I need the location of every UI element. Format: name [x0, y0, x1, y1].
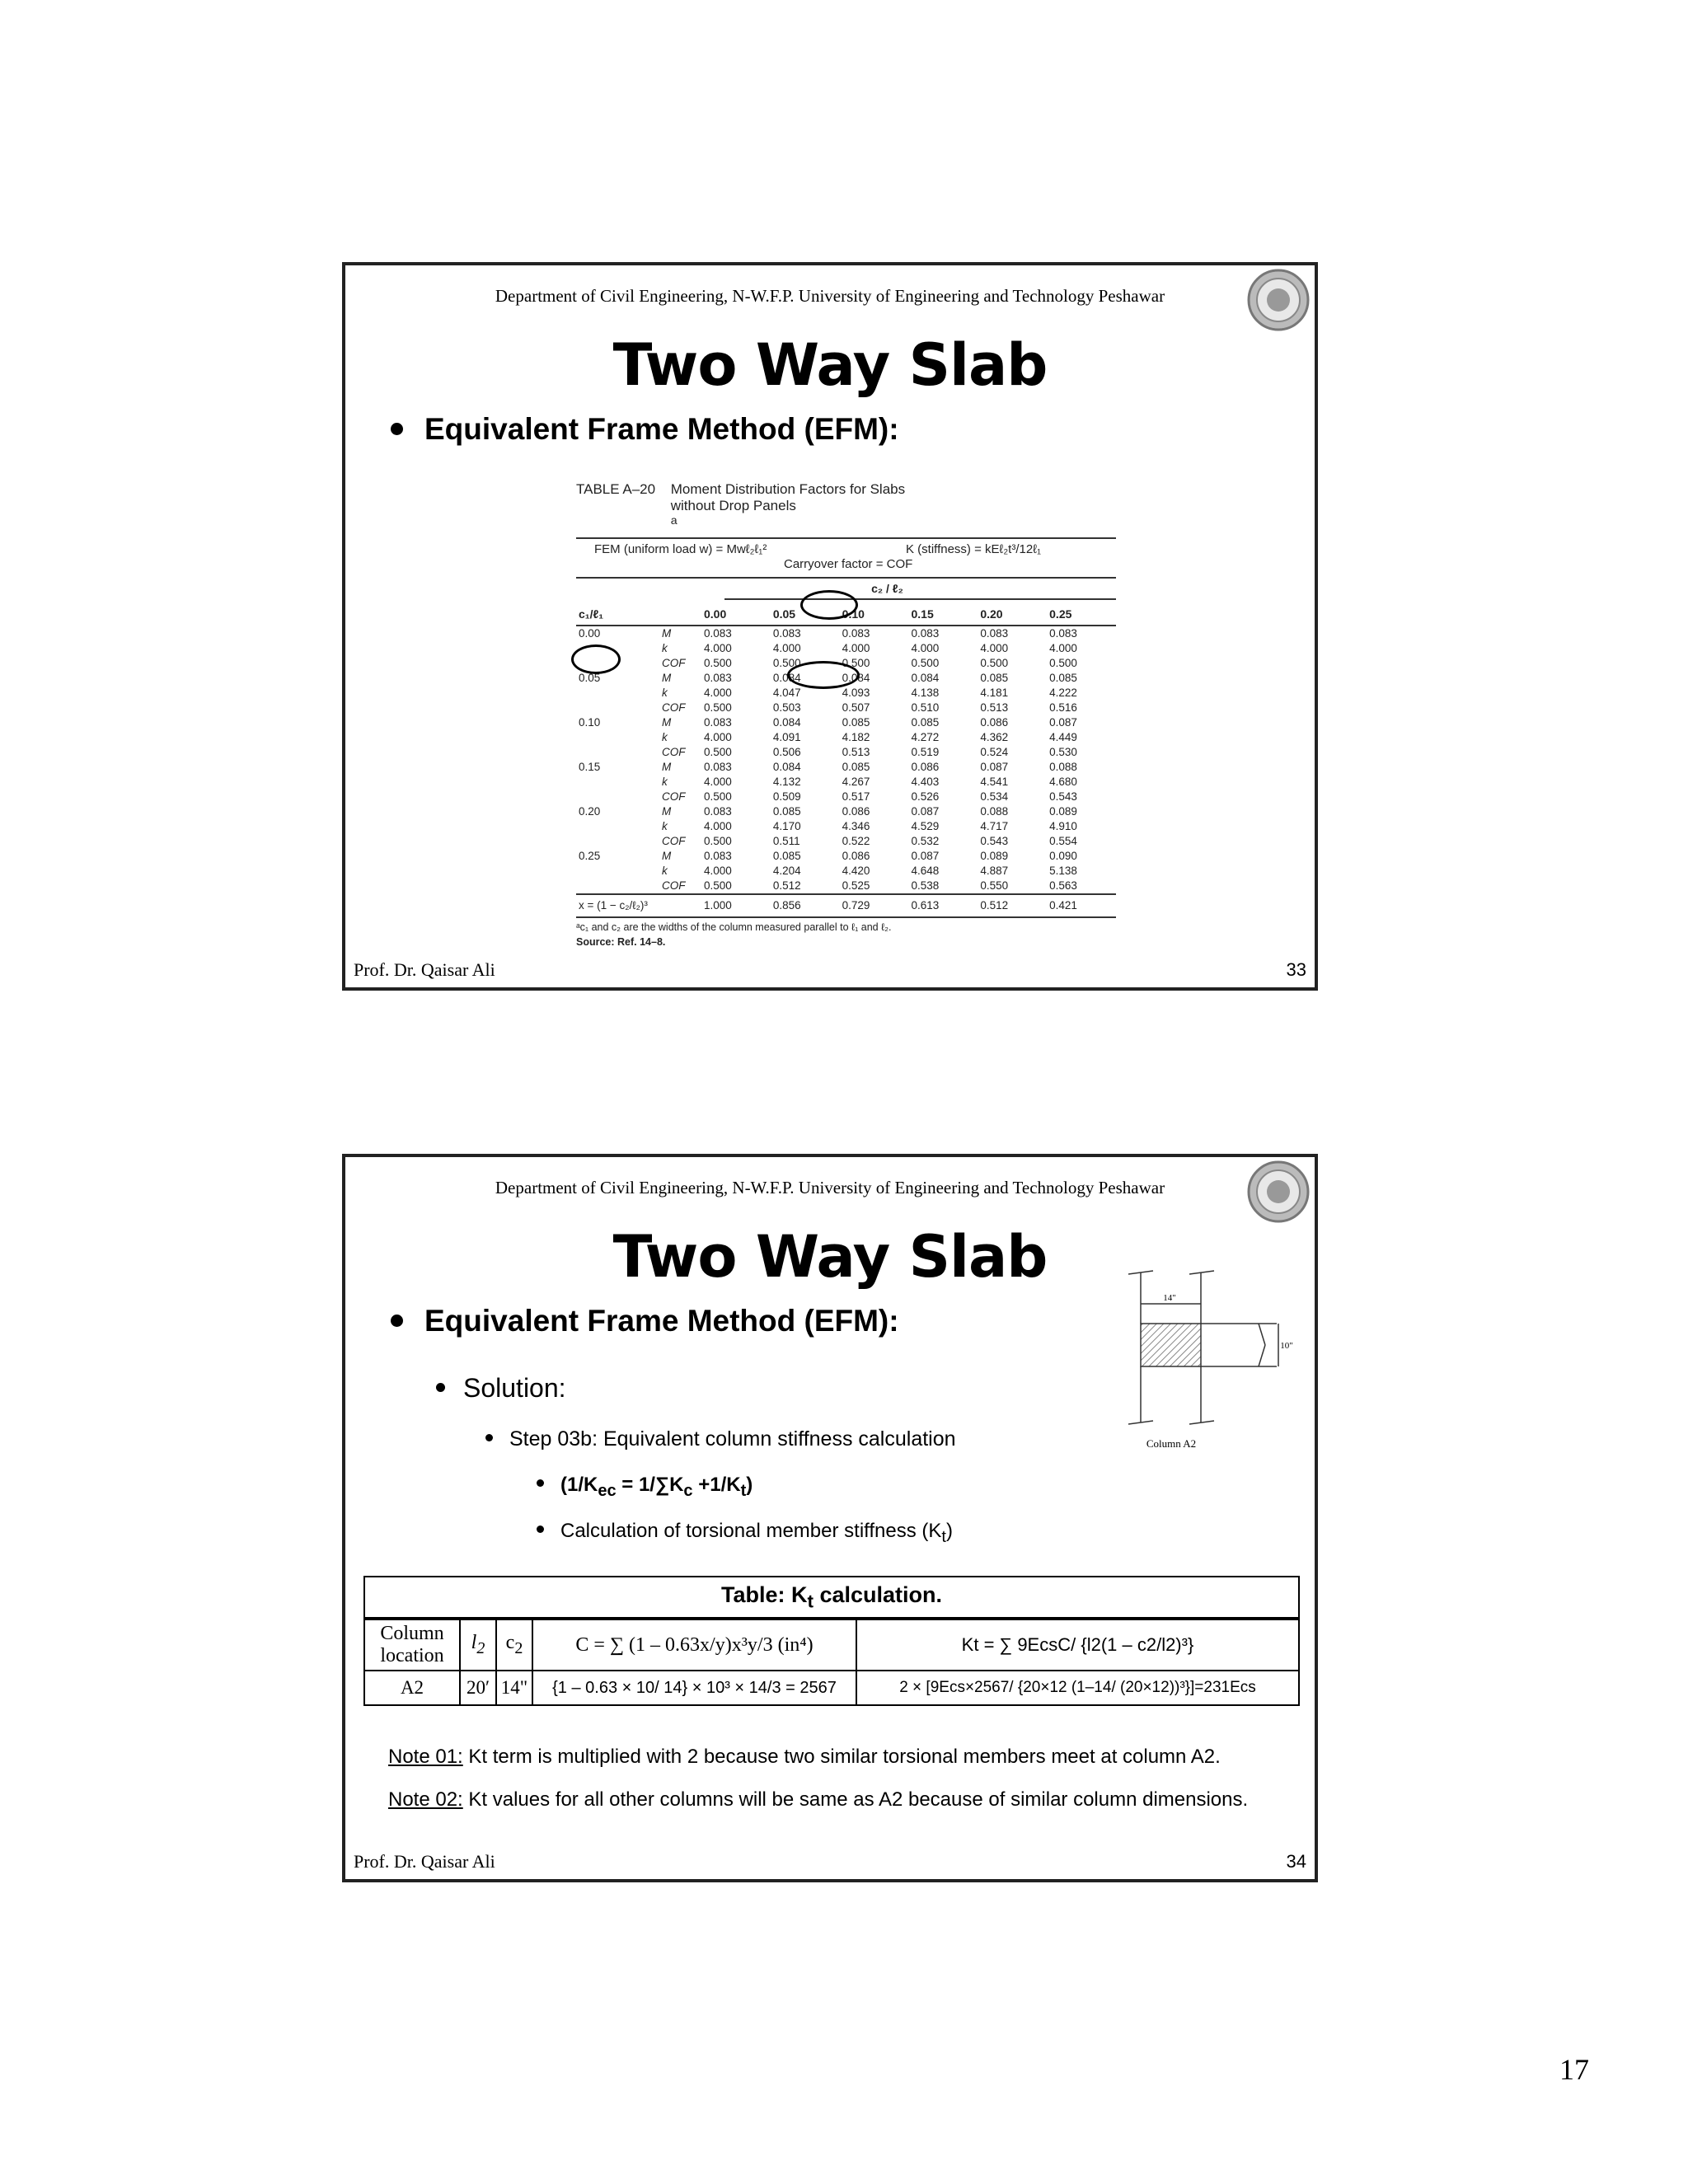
solution-bullet: [436, 1373, 566, 1404]
table-cell: 4.093: [842, 686, 870, 699]
cell-c2: 14": [496, 1671, 532, 1705]
x-row: [576, 894, 1116, 917]
table-cell: 0.087: [980, 760, 1009, 773]
table-cell: 0.512: [772, 879, 801, 892]
bullet-dot-icon: [436, 1383, 445, 1392]
table-cell: 0.534: [980, 790, 1009, 803]
table-cell: 0.083: [772, 626, 801, 640]
kt-table-header-row: [364, 1619, 1299, 1671]
header-col-4: 0.20: [978, 603, 1047, 626]
table-cell: 0.089: [980, 849, 1009, 862]
table-cell: 4.132: [772, 775, 801, 788]
table-cell: 0.543: [980, 834, 1009, 847]
row-type: k: [662, 864, 668, 877]
row-c1: [576, 819, 659, 834]
table-cell: 0.083: [704, 715, 732, 729]
page-number: 17: [1559, 2053, 1589, 2086]
row-type: M: [662, 849, 672, 862]
table-cell: 0.085: [772, 804, 801, 818]
table-cell: 0.538: [911, 879, 940, 892]
table-cell: 0.085: [842, 760, 870, 773]
table-row: [576, 864, 1116, 879]
width-label: 14": [1163, 1293, 1176, 1303]
row-c1: [576, 745, 659, 760]
table-cell: 4.403: [911, 775, 940, 788]
bullet-dot-icon: [391, 1315, 403, 1327]
header-col-0: 0.00: [701, 603, 771, 626]
highlight-circle-column: [800, 590, 858, 620]
header-c2: $c_2$: [496, 1619, 532, 1671]
x-value: 1.000: [701, 894, 771, 917]
table-cell: 0.087: [911, 804, 940, 818]
university-logo: [1245, 267, 1311, 333]
cell-column: A2: [364, 1671, 460, 1705]
table-cell: 0.519: [911, 745, 940, 758]
table-cell: 4.182: [842, 730, 870, 743]
table-fem-row: [576, 542, 1116, 574]
table-cell: 4.000: [704, 686, 732, 699]
table-cell: 0.524: [980, 745, 1009, 758]
table-cell: 0.517: [842, 790, 870, 803]
step-text: Step 03b: Equivalent column stiffness calculation: [509, 1427, 956, 1451]
table-cell: 4.910: [1049, 819, 1077, 832]
table-cell: 0.513: [842, 745, 870, 758]
stiffness-formula: K (stiffness) = kEℓ₂t³/12ℓ₁: [906, 541, 1042, 556]
kt-calculation-table: [363, 1576, 1300, 1706]
table-cell: 0.084: [772, 715, 801, 729]
table-cell: 0.085: [980, 671, 1009, 684]
table-cell: 0.507: [842, 701, 870, 714]
table-row: [576, 804, 1116, 819]
table-cell: 0.084: [772, 760, 801, 773]
row-c1: 0.20: [579, 804, 601, 818]
table-cell: 0.088: [1049, 760, 1077, 773]
row-type: COF: [662, 834, 686, 847]
table-cell: 4.267: [842, 775, 870, 788]
table-row: [576, 849, 1116, 864]
column-a2-diagram: [1104, 1264, 1293, 1462]
table-cell: 4.362: [980, 730, 1009, 743]
table-cell: 0.550: [980, 879, 1009, 892]
row-c1: [576, 686, 659, 701]
row-c1: [576, 864, 659, 879]
table-cell: 4.717: [980, 819, 1009, 832]
table-caption-label: TABLE A–20: [576, 481, 656, 497]
table-cell: 4.204: [772, 864, 801, 877]
row-c1: 0.25: [579, 849, 601, 862]
diagram-caption: Column A2: [1146, 1437, 1197, 1450]
table-cell: 0.500: [980, 656, 1009, 669]
table-cell: 0.525: [842, 879, 870, 892]
row-type: COF: [662, 790, 686, 803]
row-type: COF: [662, 656, 686, 669]
row-type: COF: [662, 879, 686, 892]
table-cell: 0.083: [704, 671, 732, 684]
note-01: Note 01: Kt term is multiplied with 2 because two similar torsional members meet at column A2.: [388, 1746, 1221, 1768]
table-cell: 0.084: [911, 671, 940, 684]
table-cell: 4.000: [704, 864, 732, 877]
table-cell: 0.089: [1049, 804, 1077, 818]
row-c1: [576, 730, 659, 745]
table-cell: 4.091: [772, 730, 801, 743]
table-row: [576, 745, 1116, 760]
footer-author: Prof. Dr. Qaisar Ali: [354, 1851, 495, 1872]
table-row: [576, 715, 1116, 730]
solution-text: Solution:: [463, 1373, 566, 1403]
table-footnote: ᵃc₁ and c₂ are the widths of the column measured parallel to ℓ₁ and ℓ₂.: [576, 921, 892, 933]
x-value: 0.512: [978, 894, 1047, 917]
table-cell: 4.047: [772, 686, 801, 699]
table-cell: 4.346: [842, 819, 870, 832]
table-cell: 0.086: [842, 804, 870, 818]
table-cell: 0.086: [911, 760, 940, 773]
table-cell: 4.000: [980, 641, 1009, 654]
table-cell: 4.000: [704, 641, 732, 654]
table-cell: 0.500: [704, 656, 732, 669]
table-cell: 4.181: [980, 686, 1009, 699]
table-row: [576, 760, 1116, 775]
table-cell: 0.513: [980, 701, 1009, 714]
table-cell: 4.541: [980, 775, 1009, 788]
table-cell: 0.087: [911, 849, 940, 862]
table-cell: 0.086: [980, 715, 1009, 729]
department-header: Department of Civil Engineering, N-W.F.P. University of Engineering and Technology Peshawar: [495, 286, 1165, 306]
step-bullet: [485, 1427, 956, 1451]
cell-kt: 2 × [9Ecs×2567/ {20×12 (1–14/ (20×12))³}]=231Ecs: [856, 1671, 1299, 1705]
row-type: k: [662, 686, 668, 699]
cell-c: {1 – 0.63 × 10/ 14} × 10³ × 14/3 = 2567: [532, 1671, 856, 1705]
table-cell: 0.085: [1049, 671, 1077, 684]
table-cell: 0.083: [842, 626, 870, 640]
table-cell: 4.000: [704, 775, 732, 788]
table-cell: 4.000: [842, 641, 870, 654]
cell-l2: 20′: [460, 1671, 496, 1705]
header-col-3: 0.15: [908, 603, 978, 626]
table-cell: 0.503: [772, 701, 801, 714]
slide-34: [342, 1154, 1318, 1882]
row-c1: 0.15: [579, 760, 601, 773]
table-cell: 0.506: [772, 745, 801, 758]
table-cell: 0.083: [704, 804, 732, 818]
table-cell: 0.509: [772, 790, 801, 803]
slide-title: Two Way Slab: [612, 331, 1048, 399]
moment-distribution-table: [576, 481, 1116, 948]
table-cell: 0.084: [842, 671, 870, 684]
formula-bullet: $(1/K_{ec} = 1/\sum K_c +1/K_t)$: [537, 1474, 753, 1501]
table-row: [576, 879, 1116, 894]
slide-33: [342, 262, 1318, 991]
table-cell: 0.530: [1049, 745, 1077, 758]
row-type: M: [662, 760, 672, 773]
table-row: [576, 686, 1116, 701]
table-cell: 0.083: [1049, 626, 1077, 640]
bullet-dot-icon: [537, 1526, 544, 1533]
bullet-dot-icon: [485, 1434, 493, 1441]
table-cell: 0.500: [911, 656, 940, 669]
row-type: M: [662, 626, 672, 640]
row-c1: [576, 701, 659, 715]
row-type: M: [662, 804, 672, 818]
table-cell: 4.000: [772, 641, 801, 654]
table-row: [576, 834, 1116, 849]
row-type: k: [662, 641, 668, 654]
row-c1: [576, 879, 659, 894]
x-label: x = (1 − c₂/ℓ₂)³: [576, 894, 701, 917]
row-type: M: [662, 715, 672, 729]
table-row: [576, 790, 1116, 804]
table-cell: 4.272: [911, 730, 940, 743]
table-cell: 0.510: [911, 701, 940, 714]
depth-label: 10": [1280, 1341, 1293, 1351]
table-cell: 0.511: [772, 834, 800, 847]
table-cell: 0.085: [772, 849, 801, 862]
table-source: Source: Ref. 14–8.: [576, 935, 666, 948]
table-cell: 4.449: [1049, 730, 1077, 743]
table-cell: 0.522: [842, 834, 870, 847]
table-cell: 0.543: [1049, 790, 1077, 803]
department-header: Department of Civil Engineering, N-W.F.P. University of Engineering and Technology Peshawar: [495, 1178, 1165, 1197]
kt-table-caption-row: [364, 1577, 1299, 1619]
bullet-dot-icon: [391, 423, 403, 435]
table-cell: 0.500: [704, 879, 732, 892]
bullet-efm: [391, 412, 899, 447]
slide-number: 33: [1286, 959, 1306, 980]
table-cell: 4.680: [1049, 775, 1077, 788]
table-cell: 0.088: [980, 804, 1009, 818]
table-cell: 0.083: [704, 626, 732, 640]
row-type: COF: [662, 745, 686, 758]
row-c1: [576, 834, 659, 849]
table-cell: 0.083: [980, 626, 1009, 640]
row-type: k: [662, 730, 668, 743]
table-cell: 0.500: [842, 656, 870, 669]
table-cell: 0.516: [1049, 701, 1077, 714]
header-column-location: Column location: [364, 1619, 460, 1671]
highlight-circle-value: [787, 661, 860, 689]
row-type: k: [662, 819, 668, 832]
table-cell: 0.500: [704, 834, 732, 847]
header-c: C = ∑ (1 – 0.63x/y)x³y/3 (in⁴): [532, 1619, 856, 1671]
table-cell: 0.554: [1049, 834, 1077, 847]
x-value: 0.729: [840, 894, 909, 917]
table-cell: 5.138: [1049, 864, 1077, 877]
table-cell: 0.083: [704, 760, 732, 773]
table-cell: 0.500: [772, 656, 801, 669]
kt-table-row: [364, 1671, 1299, 1705]
header-kt: Kt = ∑ 9EcsC/ {l2(1 – c2/l2)³}: [856, 1619, 1299, 1671]
table-cell: 0.500: [704, 745, 732, 758]
slide-number: 34: [1286, 1851, 1306, 1872]
header-col-1: 0.05: [771, 603, 840, 626]
table-caption: [576, 481, 1116, 534]
table-cell: 4.138: [911, 686, 940, 699]
table-cell: 0.500: [704, 701, 732, 714]
table-cell: 0.084: [772, 671, 801, 684]
table-caption-sup: a: [670, 514, 678, 527]
footer-author: Prof. Dr. Qaisar Ali: [354, 959, 495, 980]
table-cell: 0.090: [1049, 849, 1077, 862]
group-header: c₂ / ℓ₂: [871, 581, 903, 595]
header-c1: c₁/ℓ₁: [576, 603, 659, 626]
header-l2: $l_2$: [460, 1619, 496, 1671]
bullet-efm-text: Equivalent Frame Method (EFM):: [424, 1304, 899, 1338]
highlight-circle-row: [571, 644, 621, 674]
table-cell: 4.420: [842, 864, 870, 877]
table-cell: 0.085: [911, 715, 940, 729]
table-cell: 4.000: [704, 819, 732, 832]
table-cell: 0.087: [1049, 715, 1077, 729]
table-row: [576, 819, 1116, 834]
table-row: [576, 701, 1116, 715]
kt-table-caption: Table: $K_t$ calculation.: [364, 1577, 1299, 1619]
table-cell: 0.500: [1049, 656, 1077, 669]
factor-table: [576, 603, 1116, 918]
row-c1: 0.05: [579, 671, 601, 684]
table-cell: 4.529: [911, 819, 940, 832]
university-logo: [1245, 1159, 1311, 1225]
header-col-5: 0.25: [1047, 603, 1116, 626]
header-col-2: 0.10: [840, 603, 909, 626]
x-value: 0.613: [908, 894, 978, 917]
table-cell: 0.500: [704, 790, 732, 803]
bullet-efm: [391, 1304, 899, 1338]
table-rule: [576, 537, 1116, 539]
table-cell: 0.526: [911, 790, 940, 803]
row-c1: [576, 790, 659, 804]
row-c1: 0.10: [579, 715, 601, 729]
table-cell: 4.170: [772, 819, 801, 832]
row-type: k: [662, 775, 668, 788]
table-row: [576, 641, 1116, 656]
table-row: [576, 775, 1116, 790]
table-cell: 4.000: [911, 641, 940, 654]
fem-formula: FEM (uniform load w) = Mwℓ₂ℓ₁²: [594, 541, 767, 556]
slide-title: Two Way Slab: [612, 1223, 1048, 1291]
x-value: 0.856: [771, 894, 840, 917]
torsion-bullet: Calculation of torsional member stiffness $(K_t)$: [537, 1520, 953, 1547]
row-type: M: [662, 671, 672, 684]
row-c1: [576, 775, 659, 790]
carryover-factor: Carryover factor = COF: [784, 556, 913, 571]
row-type: COF: [662, 701, 686, 714]
bullet-efm-text: Equivalent Frame Method (EFM):: [424, 412, 899, 446]
table-cell: 4.000: [1049, 641, 1077, 654]
row-c1: 0.00: [579, 626, 601, 640]
table-cell: 4.000: [704, 730, 732, 743]
table-caption-title: Moment Distribution Factors for Slabs without Drop Panels: [670, 481, 906, 513]
table-cell: 0.563: [1049, 879, 1077, 892]
table-cell: 4.648: [911, 864, 940, 877]
x-value: 0.421: [1047, 894, 1116, 917]
table-row: [576, 626, 1116, 641]
table-cell: 4.887: [980, 864, 1009, 877]
table-cell: 0.083: [911, 626, 940, 640]
note-02: Note 02: Kt values for all other columns will be same as A2 because of similar column dimensions.: [388, 1788, 1249, 1811]
table-cell: 0.532: [911, 834, 940, 847]
table-cell: 4.222: [1049, 686, 1077, 699]
bullet-dot-icon: [537, 1479, 544, 1487]
table-cell: 0.085: [842, 715, 870, 729]
table-cell: 0.086: [842, 849, 870, 862]
table-cell: 0.083: [704, 849, 732, 862]
table-row: [576, 730, 1116, 745]
